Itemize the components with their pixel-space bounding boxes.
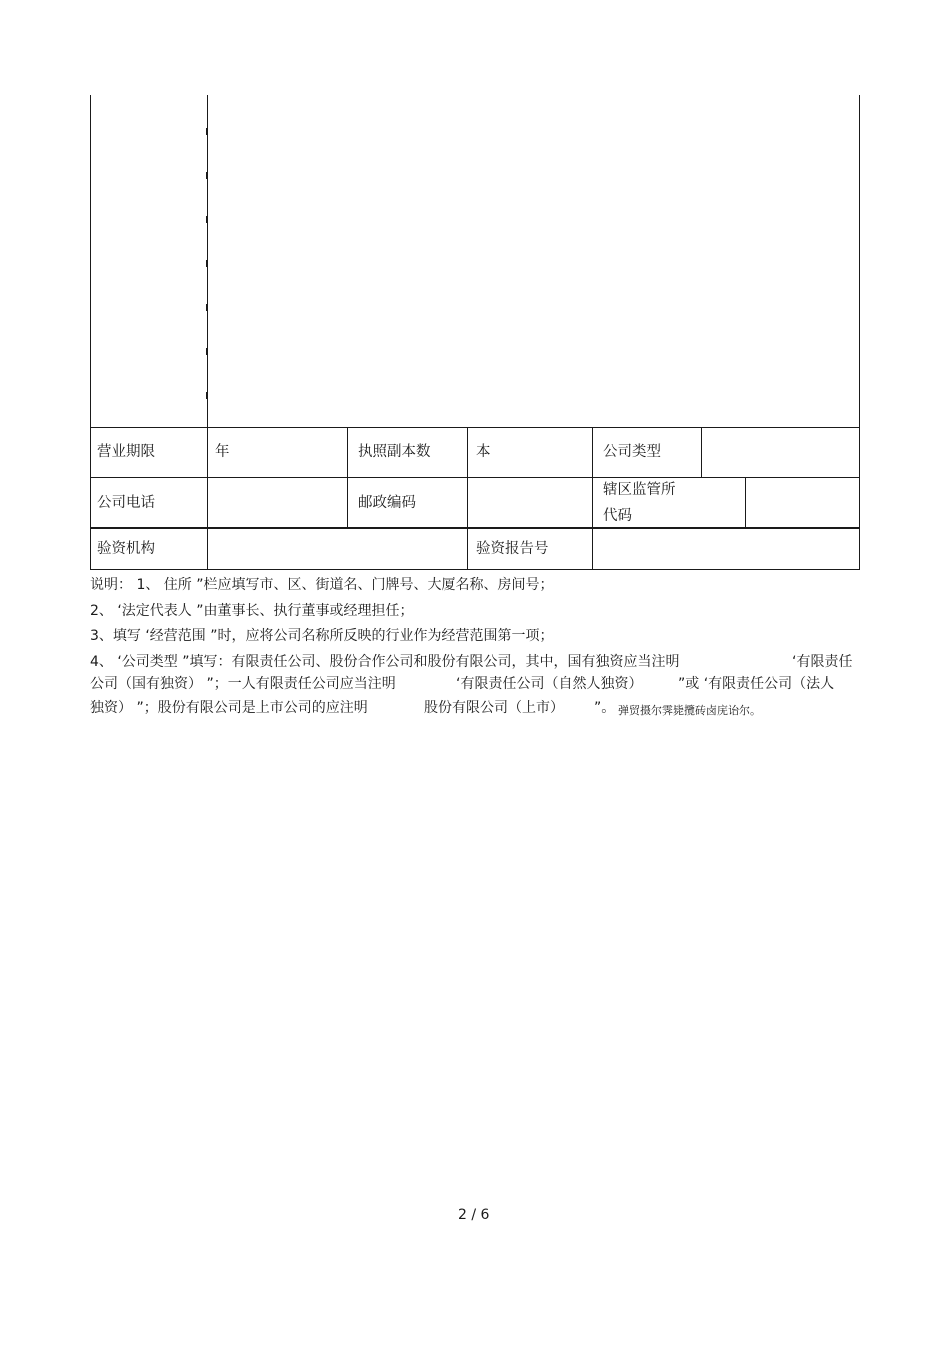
table-bottom-rule [90, 569, 860, 570]
business-term-unit: 年 [215, 444, 230, 460]
district-office-label-line2: 代码 [603, 508, 632, 524]
note-4-line3-d: 弹贸摄尔霁毙攬砖卤庑诒尔。 [618, 704, 761, 717]
postal-code-label: 邮政编码 [358, 495, 416, 511]
divider-tick [206, 172, 208, 179]
row3-divider [207, 528, 208, 570]
row2-divider [347, 477, 348, 528]
row3-divider [592, 528, 593, 570]
company-phone-label: 公司电话 [97, 495, 155, 511]
row1-divider [467, 427, 468, 477]
business-term-label: 营业期限 [97, 444, 155, 460]
note-4-line2-c: ”或 ‘有限责任公司（法人 [678, 676, 835, 692]
row2-divider [745, 477, 746, 528]
divider-tick [206, 348, 208, 355]
license-copies-unit: 本 [476, 444, 491, 460]
divider-tick [206, 260, 208, 267]
divider-tick [206, 216, 208, 223]
divider-tick [206, 304, 208, 311]
note-3: 3、填写 ‘经营范围 ”时，应将公司名称所反映的行业作为经营范围第一项； [90, 628, 554, 644]
row1-divider [592, 427, 593, 477]
company-type-label: 公司类型 [603, 444, 661, 460]
note-4-line3-b: 股份有限公司（上市） [424, 700, 564, 716]
note-4-line3-c: ”。 [594, 700, 616, 716]
verification-report-no-label: 验资报告号 [476, 541, 549, 557]
table-right-border [859, 95, 860, 570]
row2-divider [467, 477, 468, 528]
note-4-line3-a: 独资） ”；股份有限公司是上市公司的应注明 [90, 700, 368, 716]
note-1: 说明： 1、 住所 ”栏应填写市、区、街道名、门牌号、大厦名称、房间号； [90, 577, 554, 593]
divider-tick [206, 392, 208, 399]
divider-tick [206, 128, 208, 135]
district-office-label-line1: 辖区监管所 [603, 482, 676, 498]
note-4-line1-a: 4、 ‘公司类型 ”填写：有限责任公司、股份合作公司和股份有限公司，其中，国有独资应当注明 [90, 654, 680, 670]
row2-divider [207, 477, 208, 528]
note-2: 2、 ‘法定代表人 ”由董事长、执行董事或经理担任； [90, 603, 414, 619]
page-number: 2 / 6 [458, 1207, 490, 1223]
row1-divider [207, 427, 208, 477]
row3-divider [467, 528, 468, 570]
license-copies-label: 执照副本数 [358, 444, 431, 460]
row2-divider [592, 477, 593, 528]
row1-divider [701, 427, 702, 477]
note-4-line1-b: ‘有限责任 [792, 654, 853, 670]
row1-top-rule [90, 427, 860, 428]
note-4-line2-b: ‘有限责任公司（自然人独资） [456, 676, 643, 692]
table-left-border [90, 95, 91, 570]
row1-divider [347, 427, 348, 477]
note-4-line2-a: 公司（国有独资） ”；一人有限责任公司应当注明 [90, 676, 396, 692]
capital-verification-org-label: 验资机构 [97, 541, 155, 557]
